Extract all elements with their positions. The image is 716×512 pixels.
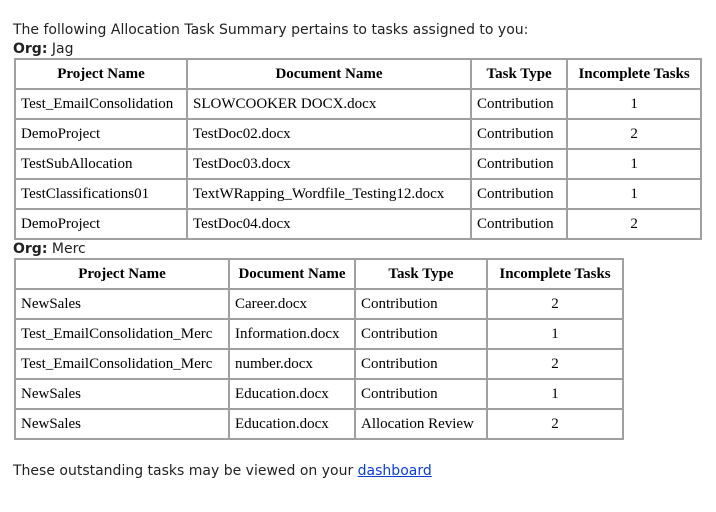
cell-task-type: Contribution — [471, 119, 567, 149]
cell-task-type: Contribution — [355, 379, 487, 409]
org-label: Org: — [13, 41, 48, 57]
cell-incomplete: 2 — [567, 209, 701, 239]
table-row — [15, 319, 623, 349]
cell-task-type: Contribution — [355, 319, 487, 349]
cell-project: TestClassifications01 — [15, 179, 187, 209]
cell-document: Information.docx — [229, 319, 355, 349]
cell-project: DemoProject — [15, 209, 187, 239]
cell-document: TextWRapping_Wordfile_Testing12.docx — [187, 179, 471, 209]
table-row — [15, 209, 701, 239]
email-body — [13, 21, 702, 440]
table-row — [15, 409, 623, 439]
column-header-task-type: Task Type — [355, 259, 487, 289]
org-name: Merc — [51, 241, 86, 257]
footer-text — [13, 462, 432, 481]
column-header-document: Document Name — [187, 59, 471, 89]
intro-text: The following Allocation Task Summary pertains to tasks assigned to you: — [13, 22, 529, 38]
cell-incomplete: 1 — [567, 89, 701, 119]
cell-task-type: Allocation Review — [355, 409, 487, 439]
cell-project: DemoProject — [15, 119, 187, 149]
cell-incomplete: 2 — [487, 349, 623, 379]
org-heading-merc — [13, 240, 702, 258]
cell-project: NewSales — [15, 409, 229, 439]
cell-incomplete: 1 — [567, 179, 701, 209]
cell-document: Education.docx — [229, 379, 355, 409]
column-header-task-type: Task Type — [471, 59, 567, 89]
table-row — [15, 149, 701, 179]
table-row — [15, 119, 701, 149]
cell-task-type: Contribution — [471, 179, 567, 209]
table-header-row — [15, 59, 701, 89]
cell-document: SLOWCOOKER DOCX.docx — [187, 89, 471, 119]
column-header-incomplete: Incomplete Tasks — [487, 259, 623, 289]
cell-incomplete: 1 — [487, 379, 623, 409]
cell-incomplete: 2 — [487, 289, 623, 319]
footer-message: These outstanding tasks may be viewed on your — [13, 463, 358, 479]
org-label: Org: — [13, 241, 48, 257]
cell-project: NewSales — [15, 379, 229, 409]
cell-document: TestDoc03.docx — [187, 149, 471, 179]
table-row — [15, 89, 701, 119]
cell-document: TestDoc02.docx — [187, 119, 471, 149]
table-row — [15, 379, 623, 409]
cell-task-type: Contribution — [471, 209, 567, 239]
cell-incomplete: 2 — [487, 409, 623, 439]
org-heading-jag — [13, 40, 702, 58]
task-table-jag — [14, 58, 702, 240]
task-table-merc — [14, 258, 624, 440]
cell-task-type: Contribution — [471, 89, 567, 119]
table-header-row — [15, 259, 623, 289]
cell-project: NewSales — [15, 289, 229, 319]
cell-document: TestDoc04.docx — [187, 209, 471, 239]
table-row — [15, 349, 623, 379]
column-header-project: Project Name — [15, 59, 187, 89]
cell-project: Test_EmailConsolidation_Merc — [15, 349, 229, 379]
cell-incomplete: 2 — [567, 119, 701, 149]
cell-task-type: Contribution — [355, 289, 487, 319]
cell-task-type: Contribution — [471, 149, 567, 179]
cell-document: Education.docx — [229, 409, 355, 439]
dashboard-link[interactable]: dashboard — [357, 463, 432, 479]
cell-project: Test_EmailConsolidation_Merc — [15, 319, 229, 349]
org-name: Jag — [51, 41, 74, 57]
column-header-project: Project Name — [15, 259, 229, 289]
column-header-incomplete: Incomplete Tasks — [567, 59, 701, 89]
cell-project: TestSubAllocation — [15, 149, 187, 179]
cell-document: number.docx — [229, 349, 355, 379]
table-row — [15, 289, 623, 319]
cell-document: Career.docx — [229, 289, 355, 319]
cell-project: Test_EmailConsolidation — [15, 89, 187, 119]
cell-task-type: Contribution — [355, 349, 487, 379]
table-row — [15, 179, 701, 209]
cell-incomplete: 1 — [567, 149, 701, 179]
cell-incomplete: 1 — [487, 319, 623, 349]
column-header-document: Document Name — [229, 259, 355, 289]
